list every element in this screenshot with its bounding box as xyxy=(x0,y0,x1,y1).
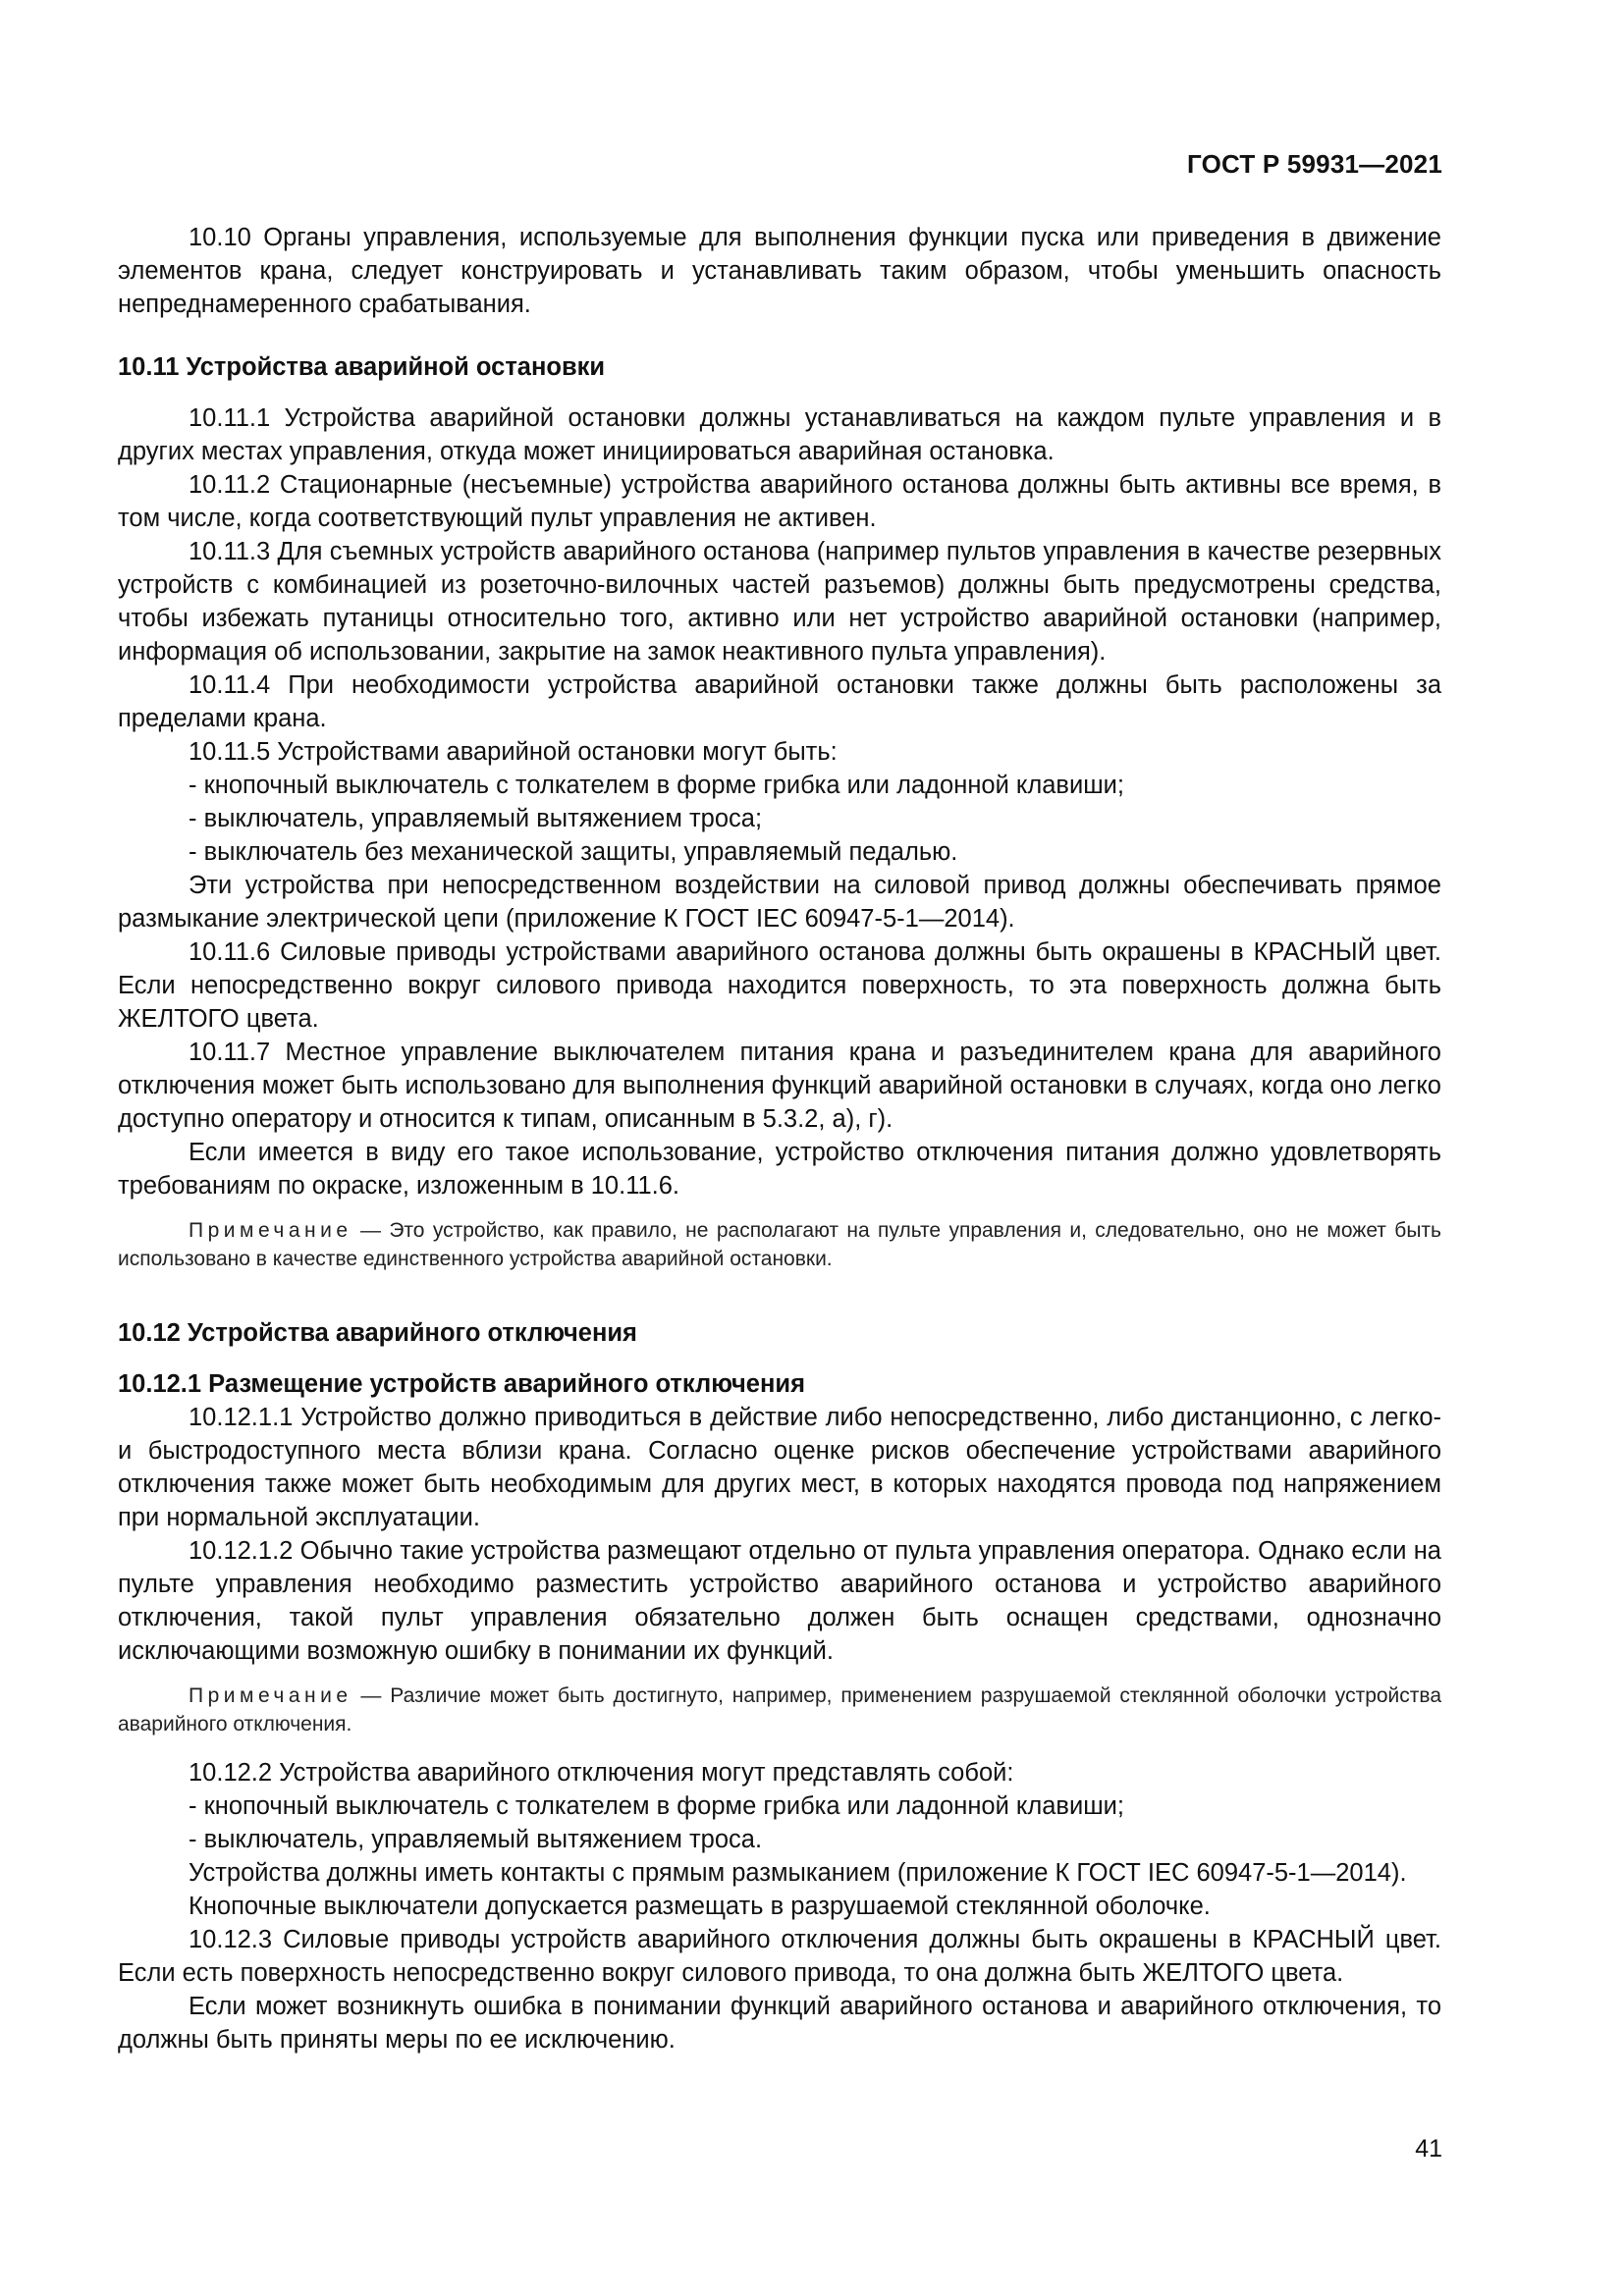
paragraph-10-11-1: 10.11.1 Устройства аварийной остановки должны устанавливаться на каждом пульте управления и в других местах управления, откуда может инициироваться аварийная остановка. xyxy=(118,404,1441,465)
list-item: - выключатель, управляемый вытяжением троса. xyxy=(189,1826,763,1853)
paragraph-10-11-7: 10.11.7 Местное управление выключателем питания крана и разъединителем крана для аварийного отключения может быть использовано для выполнения функций аварийной остановки в случаях, когда оно легко доступно оператору и относится к типам, описанным в 5.3.2, а), г). xyxy=(118,1039,1441,1133)
list-item: - кнопочный выключатель с толкателем в форме грибка или ладонной клавиши; xyxy=(189,772,1124,799)
paragraph-10-12-1-1: 10.12.1.1 Устройство должно приводиться в действие либо непосредственно, либо дистанционно, с легко- и быстродоступного места вблизи крана. Согласно оценке рисков обеспечение устройствами аварийного отключения также может быть необходимым для других мест, в которых находятся провода под напряжением при нормальной эксплуатации. xyxy=(118,1404,1441,1531)
paragraph-10-12-2-continued: Устройства должны иметь контакты с прямым размыканием (приложение К ГОСТ IEC 60947-5-1—2014). xyxy=(189,1859,1407,1887)
paragraph-10-12-3: 10.12.3 Силовые приводы устройств аварийного отключения должны быть окрашены в КРАСНЫЙ цвет. Если есть поверхность непосредственно вокруг силового привода, то она должна быть ЖЕЛТОГО цвета. xyxy=(118,1926,1441,1987)
paragraph-10-11-7-continued: Если имеется в виду его такое использование, устройство отключения питания должно удовлетворять требованиям по окраске, изложенным в 10.11.6. xyxy=(118,1139,1441,1200)
note-label: Примечание xyxy=(189,1219,352,1242)
paragraph-10-12-2-continued-2: Кнопочные выключатели допускается размещать в разрушаемой стеклянной оболочке. xyxy=(189,1893,1211,1920)
paragraph-10-12-3-continued: Если может возникнуть ошибка в понимании функций аварийного останова и аварийного отключения, то должны быть приняты меры по ее исключению. xyxy=(118,1993,1441,2054)
paragraph-10-12-1-2: 10.12.1.2 Обычно такие устройства размещают отдельно от пульта управления оператора. Однако если на пульте управления необходимо разместить устройство аварийного останова и устройство аварийного отключения, такой пульт управления обязательно должен быть оснащен средствами, однозначно исключающими возможную ошибку в понимании их функций. xyxy=(118,1537,1441,1665)
note-text: — Различие может быть достигнуто, например, применением разрушаемой стеклянной оболочки устройства аварийного отключения. xyxy=(118,1684,1441,1735)
section-heading-10-11: 10.11 Устройства аварийной остановки xyxy=(118,353,606,381)
paragraph-10-11-5: 10.11.5 Устройствами аварийной остановки могут быть: xyxy=(189,738,838,766)
page-number: 41 xyxy=(1415,2135,1442,2163)
list-item: - выключатель, управляемый вытяжением троса; xyxy=(189,805,763,832)
list-item: - выключатель без механической защиты, управляемый педалью. xyxy=(189,838,958,866)
list-item: - кнопочный выключатель с толкателем в форме грибка или ладонной клавиши; xyxy=(189,1792,1124,1820)
paragraph-10-11-5-continued: Эти устройства при непосредственном воздействии на силовой привод должны обеспечивать прямое размыкание электрической цепи (приложение К ГОСТ IEC 60947-5-1—2014). xyxy=(118,872,1441,933)
subsection-heading-10-12-1: 10.12.1 Размещение устройств аварийного отключения xyxy=(118,1370,805,1398)
section-heading-10-12: 10.12 Устройства аварийного отключения xyxy=(118,1319,637,1347)
paragraph-10-11-2: 10.11.2 Стационарные (несъемные) устройства аварийного останова должны быть активны все время, в том числе, когда соответствующий пульт управления не активен. xyxy=(118,471,1441,532)
paragraph-10-10: 10.10 Органы управления, используемые для выполнения функции пуска или приведения в движение элементов крана, следует конструировать и устанавливать таким образом, чтобы уменьшить опасность непреднамеренного срабатывания. xyxy=(118,224,1441,318)
paragraph-10-11-3: 10.11.3 Для съемных устройств аварийного останова (например пультов управления в качестве резервных устройств с комбинацией из розеточно-вилочных частей разъемов) должны быть предусмотрены средства, чтобы избежать путаницы относительно того, активно или нет устройство аварийной остановки (например, информация об использовании, закрытие на замок неактивного пульта управления). xyxy=(118,538,1441,666)
paragraph-10-12-2: 10.12.2 Устройства аварийного отключения могут представлять собой: xyxy=(189,1759,1014,1787)
note-label: Примечание xyxy=(189,1684,352,1707)
page-body xyxy=(118,221,1441,2056)
paragraph-10-11-6: 10.11.6 Силовые приводы устройствами аварийного останова должны быть окрашены в КРАСНЫЙ цвет. Если непосредственно вокруг силового привода находится поверхность, то эта поверхность должна быть ЖЕЛТОГО цвета. xyxy=(118,938,1441,1033)
paragraph-10-11-4: 10.11.4 При необходимости устройства аварийной остановки также должны быть расположены за пределами крана. xyxy=(118,671,1441,732)
note-text: — Это устройство, как правило, не располагают на пульте управления и, следовательно, оно не может быть использовано в качестве единственного устройства аварийной остановки. xyxy=(118,1219,1441,1270)
document-header: ГОСТ Р 59931—2021 xyxy=(1187,149,1442,179)
note-1 xyxy=(118,1216,1441,1273)
note-2 xyxy=(118,1682,1441,1738)
